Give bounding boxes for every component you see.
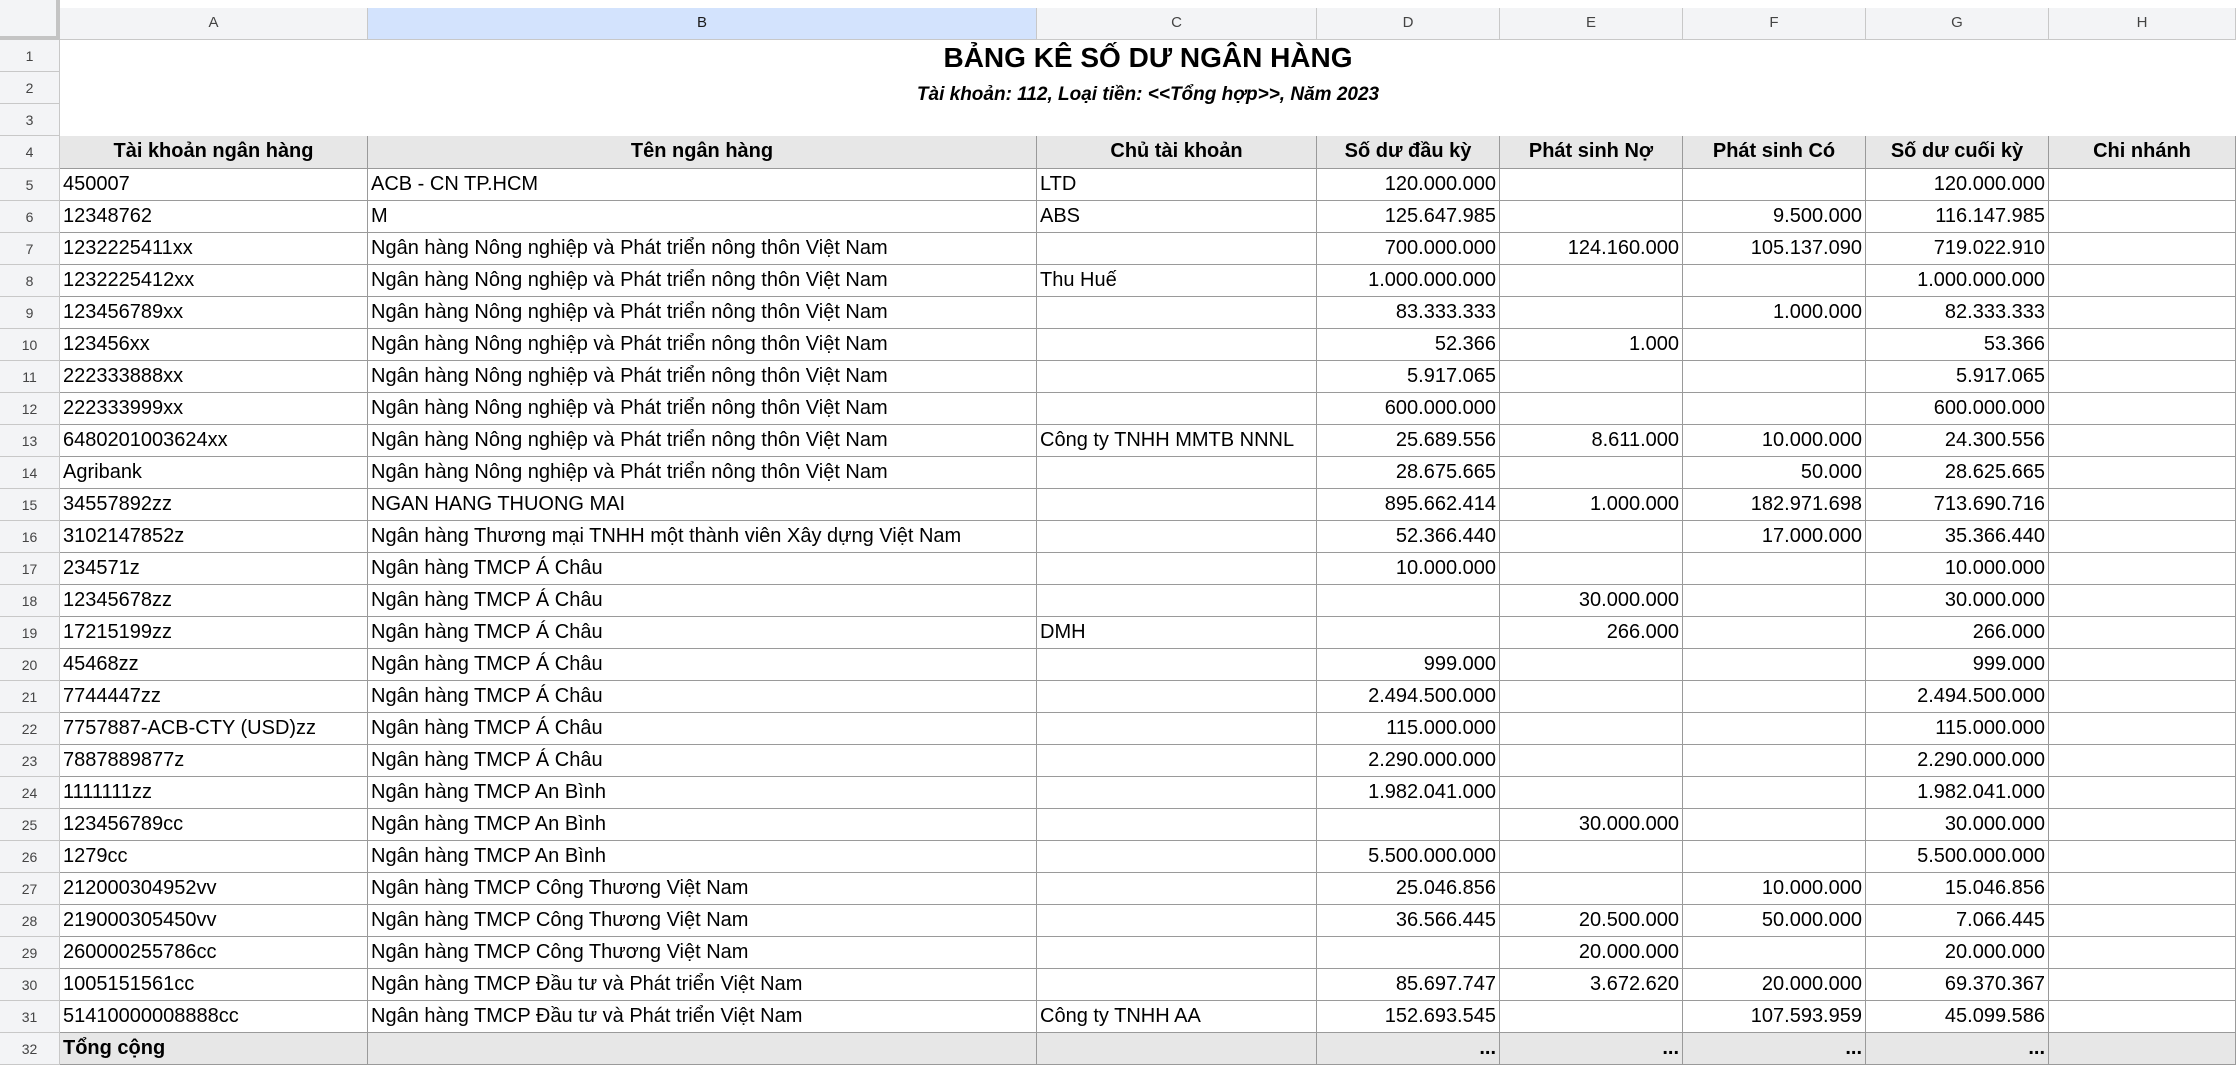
- table-cell[interactable]: [2049, 617, 2236, 649]
- table-cell[interactable]: [1037, 745, 1317, 777]
- table-cell[interactable]: Ngân hàng TMCP Á Châu: [368, 649, 1037, 681]
- table-cell[interactable]: 25.046.856: [1317, 873, 1500, 905]
- column-header-b[interactable]: B: [368, 8, 1037, 40]
- table-cell[interactable]: [2049, 841, 2236, 873]
- total-cell[interactable]: ...: [1866, 1033, 2049, 1065]
- column-title[interactable]: Tên ngân hàng: [368, 136, 1037, 169]
- table-cell[interactable]: 120.000.000: [1317, 169, 1500, 201]
- table-cell[interactable]: 1232225412xx: [60, 265, 368, 297]
- table-cell[interactable]: 124.160.000: [1500, 233, 1683, 265]
- row-header[interactable]: 9: [0, 297, 60, 329]
- row-header[interactable]: 12: [0, 393, 60, 425]
- table-cell[interactable]: [1037, 457, 1317, 489]
- table-cell[interactable]: [1037, 713, 1317, 745]
- table-cell[interactable]: [2049, 201, 2236, 233]
- table-cell[interactable]: 3.672.620: [1500, 969, 1683, 1001]
- total-cell[interactable]: ...: [1500, 1033, 1683, 1065]
- table-cell[interactable]: Thu Huế: [1037, 265, 1317, 297]
- table-cell[interactable]: [2049, 265, 2236, 297]
- table-cell[interactable]: 123456xx: [60, 329, 368, 361]
- table-cell[interactable]: DMH: [1037, 617, 1317, 649]
- table-cell[interactable]: [2049, 489, 2236, 521]
- table-cell[interactable]: [1500, 265, 1683, 297]
- table-cell[interactable]: 50.000: [1683, 457, 1866, 489]
- table-cell[interactable]: 1.982.041.000: [1866, 777, 2049, 809]
- table-cell[interactable]: [1683, 713, 1866, 745]
- total-label[interactable]: Tổng cộng: [60, 1033, 368, 1065]
- column-header-g[interactable]: G: [1866, 8, 2049, 40]
- table-cell[interactable]: 5.500.000.000: [1317, 841, 1500, 873]
- row-header[interactable]: 25: [0, 809, 60, 841]
- table-cell[interactable]: Ngân hàng Thương mại TNHH một thành viên Xây dựng Việt Nam: [368, 521, 1037, 553]
- table-cell[interactable]: 2.494.500.000: [1866, 681, 2049, 713]
- table-cell[interactable]: 15.046.856: [1866, 873, 2049, 905]
- row-header[interactable]: 27: [0, 873, 60, 905]
- table-cell[interactable]: 7757887-ACB-CTY (USD)zz: [60, 713, 368, 745]
- row-header[interactable]: 30: [0, 969, 60, 1001]
- table-cell[interactable]: 69.370.367: [1866, 969, 2049, 1001]
- table-cell[interactable]: 2.494.500.000: [1317, 681, 1500, 713]
- table-cell[interactable]: [1037, 297, 1317, 329]
- table-cell[interactable]: [1683, 265, 1866, 297]
- table-cell[interactable]: 1.000.000: [1683, 297, 1866, 329]
- table-cell[interactable]: 719.022.910: [1866, 233, 2049, 265]
- row-header[interactable]: 31: [0, 1001, 60, 1033]
- table-cell[interactable]: 1.000.000: [1500, 489, 1683, 521]
- table-cell[interactable]: 999.000: [1866, 649, 2049, 681]
- table-cell[interactable]: [1317, 585, 1500, 617]
- table-cell[interactable]: Ngân hàng TMCP Đầu tư và Phát triển Việt Nam: [368, 969, 1037, 1001]
- table-cell[interactable]: [1683, 745, 1866, 777]
- table-cell[interactable]: Ngân hàng TMCP Á Châu: [368, 681, 1037, 713]
- total-cell[interactable]: ...: [1683, 1033, 1866, 1065]
- table-cell[interactable]: [1037, 233, 1317, 265]
- row-header[interactable]: 15: [0, 489, 60, 521]
- row-header[interactable]: 17: [0, 553, 60, 585]
- table-cell[interactable]: [1500, 521, 1683, 553]
- table-cell[interactable]: [1037, 649, 1317, 681]
- table-cell[interactable]: 1232225411xx: [60, 233, 368, 265]
- table-cell[interactable]: [1037, 553, 1317, 585]
- table-cell[interactable]: 17215199zz: [60, 617, 368, 649]
- table-cell[interactable]: [2049, 297, 2236, 329]
- total-cell[interactable]: [2049, 1033, 2236, 1065]
- table-cell[interactable]: 1279cc: [60, 841, 368, 873]
- report-title: BẢNG KÊ SỐ DƯ NGÂN HÀNG: [943, 42, 1353, 73]
- row-header[interactable]: 14: [0, 457, 60, 489]
- row-header[interactable]: 26: [0, 841, 60, 873]
- row-header[interactable]: 3: [0, 104, 60, 136]
- row-header[interactable]: 2: [0, 72, 60, 104]
- table-cell[interactable]: 266.000: [1866, 617, 2049, 649]
- table-cell[interactable]: [1500, 553, 1683, 585]
- table-cell[interactable]: 1.982.041.000: [1317, 777, 1500, 809]
- table-cell[interactable]: 20.500.000: [1500, 905, 1683, 937]
- table-cell[interactable]: 30.000.000: [1866, 585, 2049, 617]
- table-cell[interactable]: Ngân hàng Nông nghiệp và Phát triển nông thôn Việt Nam: [368, 425, 1037, 457]
- table-cell[interactable]: [2049, 457, 2236, 489]
- table-cell[interactable]: 1111111zz: [60, 777, 368, 809]
- column-header-h[interactable]: H: [2049, 8, 2236, 40]
- row-header[interactable]: 23: [0, 745, 60, 777]
- table-cell[interactable]: 36.566.445: [1317, 905, 1500, 937]
- table-cell[interactable]: 83.333.333: [1317, 297, 1500, 329]
- table-cell[interactable]: [2049, 905, 2236, 937]
- table-cell[interactable]: [2049, 809, 2236, 841]
- table-cell[interactable]: 6480201003624xx: [60, 425, 368, 457]
- table-cell[interactable]: [1500, 713, 1683, 745]
- table-cell[interactable]: NGAN HANG THUONG MAI: [368, 489, 1037, 521]
- row-header[interactable]: 4: [0, 136, 60, 169]
- table-cell[interactable]: Ngân hàng Nông nghiệp và Phát triển nông thôn Việt Nam: [368, 457, 1037, 489]
- table-cell[interactable]: 266.000: [1500, 617, 1683, 649]
- table-cell[interactable]: 12348762: [60, 201, 368, 233]
- row-header[interactable]: 20: [0, 649, 60, 681]
- table-cell[interactable]: [1683, 553, 1866, 585]
- table-cell[interactable]: Ngân hàng Nông nghiệp và Phát triển nông thôn Việt Nam: [368, 265, 1037, 297]
- table-cell[interactable]: Ngân hàng Nông nghiệp và Phát triển nông thôn Việt Nam: [368, 329, 1037, 361]
- table-cell[interactable]: [1500, 169, 1683, 201]
- table-cell[interactable]: 51410000008888cc: [60, 1001, 368, 1033]
- table-cell[interactable]: [2049, 713, 2236, 745]
- column-header-c[interactable]: C: [1037, 8, 1317, 40]
- row-header[interactable]: 18: [0, 585, 60, 617]
- table-cell[interactable]: 713.690.716: [1866, 489, 2049, 521]
- table-cell[interactable]: 10.000.000: [1317, 553, 1500, 585]
- table-cell[interactable]: Ngân hàng TMCP Công Thương Việt Nam: [368, 937, 1037, 969]
- table-cell[interactable]: 85.697.747: [1317, 969, 1500, 1001]
- table-cell[interactable]: 222333888xx: [60, 361, 368, 393]
- table-cell[interactable]: 50.000.000: [1683, 905, 1866, 937]
- table-cell[interactable]: Ngân hàng TMCP An Bình: [368, 841, 1037, 873]
- row-header[interactable]: 6: [0, 201, 60, 233]
- table-cell[interactable]: [1317, 617, 1500, 649]
- table-cell[interactable]: Công ty TNHH AA: [1037, 1001, 1317, 1033]
- table-cell[interactable]: 28.625.665: [1866, 457, 2049, 489]
- total-cell[interactable]: [368, 1033, 1037, 1065]
- table-cell[interactable]: [1037, 393, 1317, 425]
- table-cell[interactable]: 7.066.445: [1866, 905, 2049, 937]
- table-cell[interactable]: [2049, 553, 2236, 585]
- table-cell[interactable]: 20.000.000: [1866, 937, 2049, 969]
- table-cell[interactable]: [1500, 841, 1683, 873]
- row-header[interactable]: 10: [0, 329, 60, 361]
- table-cell[interactable]: [2049, 169, 2236, 201]
- row-header[interactable]: 7: [0, 233, 60, 265]
- table-cell[interactable]: [2049, 745, 2236, 777]
- table-cell[interactable]: ABS: [1037, 201, 1317, 233]
- row-header[interactable]: 32: [0, 1033, 60, 1065]
- table-cell[interactable]: Ngân hàng TMCP Công Thương Việt Nam: [368, 905, 1037, 937]
- table-cell[interactable]: Công ty TNHH MMTB NNNL: [1037, 425, 1317, 457]
- table-cell[interactable]: [2049, 649, 2236, 681]
- table-cell[interactable]: [1037, 489, 1317, 521]
- table-cell[interactable]: [1500, 649, 1683, 681]
- table-cell[interactable]: 24.300.556: [1866, 425, 2049, 457]
- table-cell[interactable]: [1683, 681, 1866, 713]
- table-cell[interactable]: Ngân hàng TMCP An Bình: [368, 809, 1037, 841]
- table-cell[interactable]: 45.099.586: [1866, 1001, 2049, 1033]
- table-cell[interactable]: 45468zz: [60, 649, 368, 681]
- table-cell[interactable]: 152.693.545: [1317, 1001, 1500, 1033]
- row-header[interactable]: 11: [0, 361, 60, 393]
- table-cell[interactable]: [2049, 233, 2236, 265]
- table-cell[interactable]: [1037, 905, 1317, 937]
- table-cell[interactable]: 107.593.959: [1683, 1001, 1866, 1033]
- column-header-e[interactable]: E: [1500, 8, 1683, 40]
- table-cell[interactable]: 5.917.065: [1317, 361, 1500, 393]
- column-title[interactable]: Số dư cuối kỳ: [1866, 136, 2049, 169]
- table-cell[interactable]: [1037, 841, 1317, 873]
- table-cell[interactable]: 7887889877z: [60, 745, 368, 777]
- table-cell[interactable]: Ngân hàng Nông nghiệp và Phát triển nông thôn Việt Nam: [368, 297, 1037, 329]
- table-cell[interactable]: 219000305450vv: [60, 905, 368, 937]
- table-cell[interactable]: 115.000.000: [1866, 713, 2049, 745]
- column-title[interactable]: Chi nhánh: [2049, 136, 2236, 169]
- table-cell[interactable]: 17.000.000: [1683, 521, 1866, 553]
- table-cell[interactable]: 1005151561cc: [60, 969, 368, 1001]
- table-cell[interactable]: [1500, 681, 1683, 713]
- table-cell[interactable]: [1683, 585, 1866, 617]
- table-cell[interactable]: 212000304952vv: [60, 873, 368, 905]
- table-cell[interactable]: ACB - CN TP.HCM: [368, 169, 1037, 201]
- table-cell[interactable]: Ngân hàng TMCP Công Thương Việt Nam: [368, 873, 1037, 905]
- table-cell[interactable]: 450007: [60, 169, 368, 201]
- table-cell[interactable]: 999.000: [1317, 649, 1500, 681]
- table-cell[interactable]: 5.917.065: [1866, 361, 2049, 393]
- table-cell[interactable]: 7744447zz: [60, 681, 368, 713]
- table-cell[interactable]: 28.675.665: [1317, 457, 1500, 489]
- table-cell[interactable]: LTD: [1037, 169, 1317, 201]
- table-cell[interactable]: Ngân hàng TMCP Á Châu: [368, 713, 1037, 745]
- table-cell[interactable]: [1500, 873, 1683, 905]
- table-cell[interactable]: 116.147.985: [1866, 201, 2049, 233]
- table-cell[interactable]: [1683, 169, 1866, 201]
- table-cell[interactable]: 30.000.000: [1500, 585, 1683, 617]
- table-cell[interactable]: [1037, 585, 1317, 617]
- table-cell[interactable]: [1037, 681, 1317, 713]
- table-cell[interactable]: [2049, 585, 2236, 617]
- table-cell[interactable]: 1.000: [1500, 329, 1683, 361]
- table-cell[interactable]: [1500, 297, 1683, 329]
- table-cell[interactable]: [2049, 681, 2236, 713]
- table-cell[interactable]: 600.000.000: [1866, 393, 2049, 425]
- table-cell[interactable]: Ngân hàng TMCP Á Châu: [368, 585, 1037, 617]
- total-cell[interactable]: [1037, 1033, 1317, 1065]
- column-title[interactable]: Phát sinh Có: [1683, 136, 1866, 169]
- column-title[interactable]: Phát sinh Nợ: [1500, 136, 1683, 169]
- row-header[interactable]: 22: [0, 713, 60, 745]
- row-header[interactable]: 21: [0, 681, 60, 713]
- table-cell[interactable]: [1683, 777, 1866, 809]
- table-cell[interactable]: 10.000.000: [1866, 553, 2049, 585]
- column-header-d[interactable]: D: [1317, 8, 1500, 40]
- table-cell[interactable]: [2049, 521, 2236, 553]
- table-cell[interactable]: [1037, 329, 1317, 361]
- table-cell[interactable]: 123456789xx: [60, 297, 368, 329]
- table-cell[interactable]: Ngân hàng TMCP Á Châu: [368, 553, 1037, 585]
- table-cell[interactable]: 52.366.440: [1317, 521, 1500, 553]
- row-header[interactable]: 29: [0, 937, 60, 969]
- table-cell[interactable]: 120.000.000: [1866, 169, 2049, 201]
- row-header[interactable]: 5: [0, 169, 60, 201]
- report-subtitle: Tài khoản: 112, Loại tiền: <<Tổng hợp>>, Năm 2023: [916, 84, 1380, 105]
- column-title[interactable]: Tài khoản ngân hàng: [60, 136, 368, 169]
- table-cell[interactable]: 5.500.000.000: [1866, 841, 2049, 873]
- table-cell[interactable]: [1683, 329, 1866, 361]
- table-cell[interactable]: 1.000.000.000: [1317, 265, 1500, 297]
- table-cell[interactable]: M: [368, 201, 1037, 233]
- table-cell[interactable]: Ngân hàng TMCP Á Châu: [368, 617, 1037, 649]
- table-cell[interactable]: 20.000.000: [1683, 969, 1866, 1001]
- table-cell[interactable]: [1037, 937, 1317, 969]
- row-header[interactable]: 8: [0, 265, 60, 297]
- table-cell[interactable]: 123456789cc: [60, 809, 368, 841]
- column-title[interactable]: Chủ tài khoản: [1037, 136, 1317, 169]
- table-cell[interactable]: [2049, 873, 2236, 905]
- table-cell[interactable]: 1.000.000.000: [1866, 265, 2049, 297]
- table-cell[interactable]: Ngân hàng TMCP Đầu tư và Phát triển Việt Nam: [368, 1001, 1037, 1033]
- table-cell[interactable]: [1683, 393, 1866, 425]
- table-cell[interactable]: 115.000.000: [1317, 713, 1500, 745]
- table-cell[interactable]: [1683, 617, 1866, 649]
- table-cell[interactable]: [1500, 777, 1683, 809]
- table-cell[interactable]: 25.689.556: [1317, 425, 1500, 457]
- row-header[interactable]: 13: [0, 425, 60, 457]
- table-cell[interactable]: [1683, 841, 1866, 873]
- table-cell[interactable]: 10.000.000: [1683, 873, 1866, 905]
- table-cell[interactable]: [1683, 649, 1866, 681]
- table-cell[interactable]: 82.333.333: [1866, 297, 2049, 329]
- table-cell[interactable]: [2049, 1001, 2236, 1033]
- table-cell[interactable]: 222333999xx: [60, 393, 368, 425]
- total-cell[interactable]: ...: [1317, 1033, 1500, 1065]
- table-cell[interactable]: [1683, 809, 1866, 841]
- table-cell[interactable]: [1037, 969, 1317, 1001]
- table-cell[interactable]: [1317, 809, 1500, 841]
- row-header[interactable]: 19: [0, 617, 60, 649]
- table-cell[interactable]: [2049, 969, 2236, 1001]
- table-cell[interactable]: 600.000.000: [1317, 393, 1500, 425]
- table-cell[interactable]: 895.662.414: [1317, 489, 1500, 521]
- table-cell[interactable]: [1500, 745, 1683, 777]
- table-cell[interactable]: [1037, 873, 1317, 905]
- table-cell[interactable]: 20.000.000: [1500, 937, 1683, 969]
- table-cell[interactable]: [1500, 457, 1683, 489]
- table-cell[interactable]: 30.000.000: [1866, 809, 2049, 841]
- table-cell[interactable]: 260000255786cc: [60, 937, 368, 969]
- table-cell[interactable]: 12345678zz: [60, 585, 368, 617]
- table-cell[interactable]: [1500, 1001, 1683, 1033]
- table-cell[interactable]: 125.647.985: [1317, 201, 1500, 233]
- table-cell[interactable]: [1037, 521, 1317, 553]
- row-header[interactable]: 24: [0, 777, 60, 809]
- table-cell[interactable]: [2049, 393, 2236, 425]
- table-cell[interactable]: [2049, 361, 2236, 393]
- column-header-f[interactable]: F: [1683, 8, 1866, 40]
- row-header[interactable]: 16: [0, 521, 60, 553]
- table-cell[interactable]: [1500, 201, 1683, 233]
- table-cell[interactable]: [1683, 937, 1866, 969]
- table-cell[interactable]: 30.000.000: [1500, 809, 1683, 841]
- table-cell[interactable]: 34557892zz: [60, 489, 368, 521]
- table-cell[interactable]: [1317, 937, 1500, 969]
- table-cell[interactable]: [1037, 777, 1317, 809]
- table-cell[interactable]: 52.366: [1317, 329, 1500, 361]
- table-cell[interactable]: 234571z: [60, 553, 368, 585]
- table-cell[interactable]: 182.971.698: [1683, 489, 1866, 521]
- table-cell[interactable]: [2049, 777, 2236, 809]
- table-cell[interactable]: [2049, 425, 2236, 457]
- row-header[interactable]: 1: [0, 40, 60, 72]
- column-title[interactable]: Số dư đầu kỳ: [1317, 136, 1500, 169]
- table-cell[interactable]: Ngân hàng Nông nghiệp và Phát triển nông thôn Việt Nam: [368, 393, 1037, 425]
- table-cell[interactable]: 105.137.090: [1683, 233, 1866, 265]
- table-cell[interactable]: Ngân hàng Nông nghiệp và Phát triển nông thôn Việt Nam: [368, 361, 1037, 393]
- select-all-corner[interactable]: [0, 0, 60, 40]
- table-cell[interactable]: [1683, 361, 1866, 393]
- table-cell[interactable]: [2049, 329, 2236, 361]
- table-cell[interactable]: 700.000.000: [1317, 233, 1500, 265]
- table-cell[interactable]: Ngân hàng TMCP Á Châu: [368, 745, 1037, 777]
- table-cell[interactable]: Agribank: [60, 457, 368, 489]
- table-cell[interactable]: 9.500.000: [1683, 201, 1866, 233]
- table-cell[interactable]: [1500, 361, 1683, 393]
- table-cell[interactable]: [1500, 393, 1683, 425]
- table-cell[interactable]: Ngân hàng TMCP An Bình: [368, 777, 1037, 809]
- table-cell[interactable]: [2049, 937, 2236, 969]
- table-cell[interactable]: 2.290.000.000: [1317, 745, 1500, 777]
- table-cell[interactable]: 2.290.000.000: [1866, 745, 2049, 777]
- table-cell[interactable]: 53.366: [1866, 329, 2049, 361]
- table-cell[interactable]: 10.000.000: [1683, 425, 1866, 457]
- table-cell[interactable]: [1037, 361, 1317, 393]
- column-header-a[interactable]: A: [60, 8, 368, 40]
- row-header[interactable]: 28: [0, 905, 60, 937]
- table-cell[interactable]: [1037, 809, 1317, 841]
- table-cell[interactable]: 35.366.440: [1866, 521, 2049, 553]
- table-cell[interactable]: Ngân hàng Nông nghiệp và Phát triển nông thôn Việt Nam: [368, 233, 1037, 265]
- table-cell[interactable]: 8.611.000: [1500, 425, 1683, 457]
- table-cell[interactable]: 3102147852z: [60, 521, 368, 553]
